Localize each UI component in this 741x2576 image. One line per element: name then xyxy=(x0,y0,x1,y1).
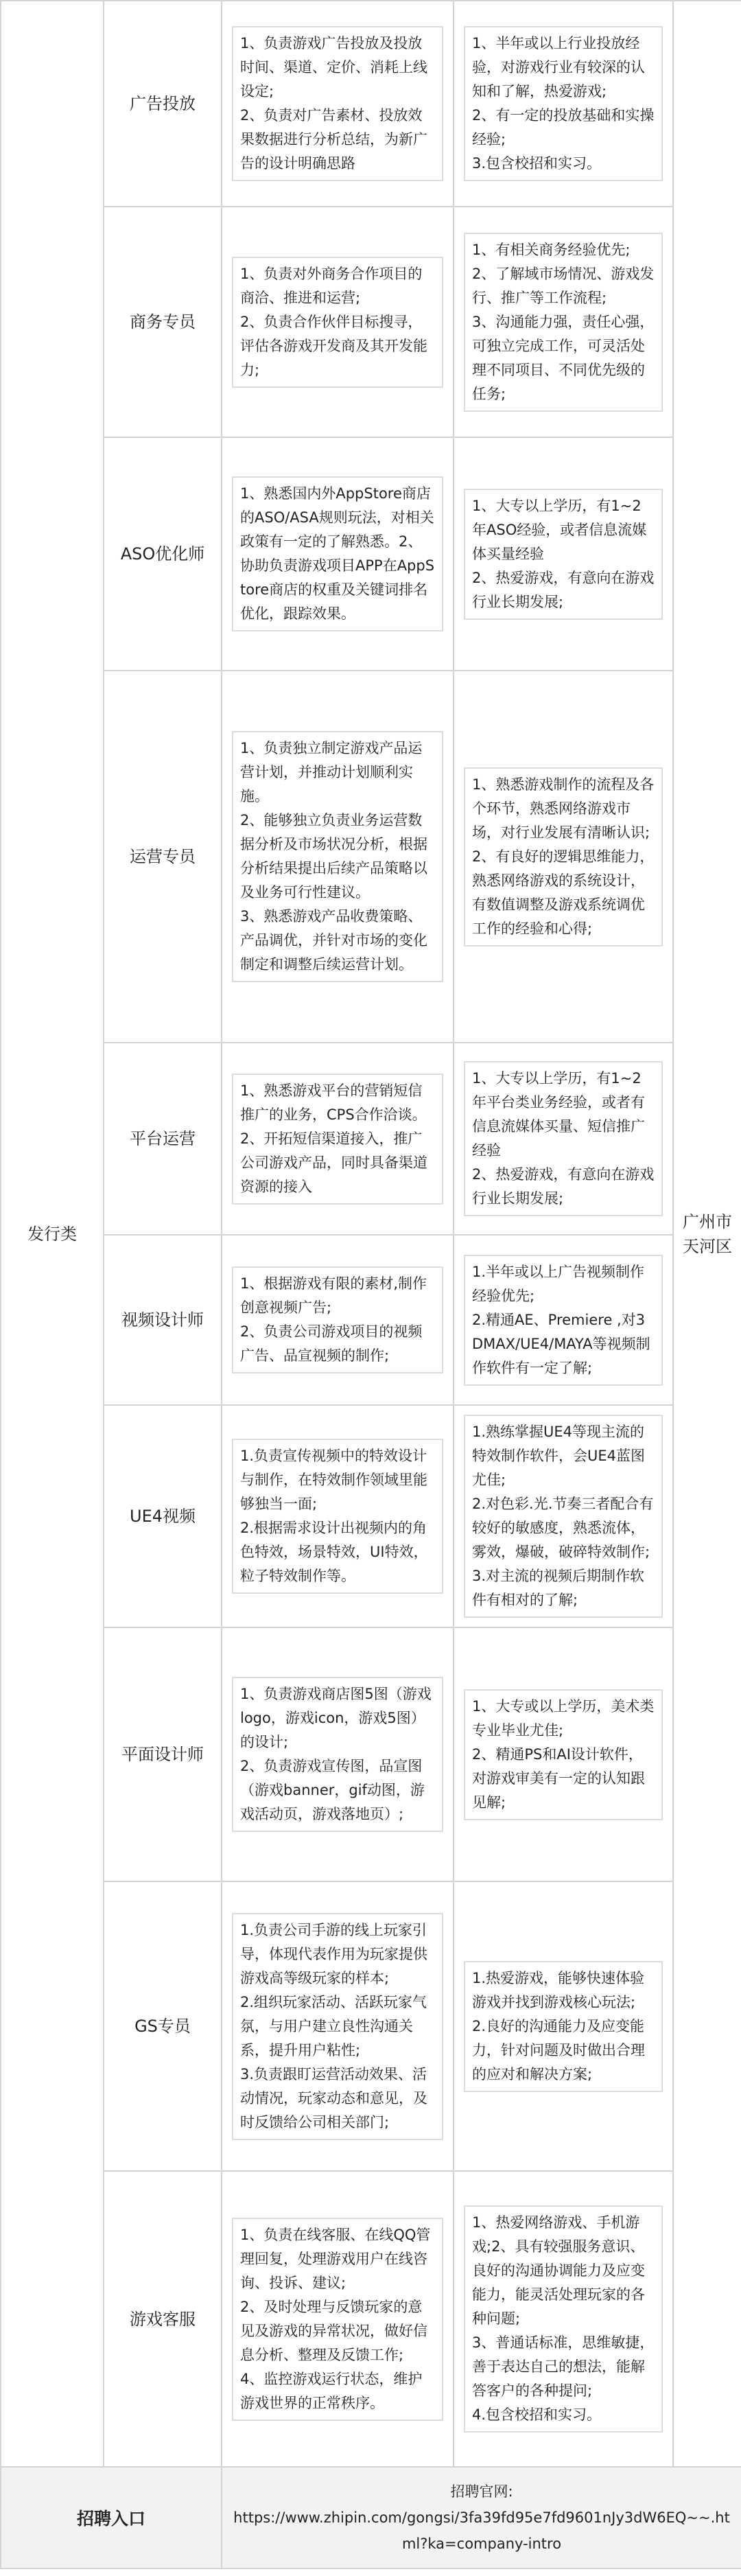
requirements-box: 1、半年或以上行业投放经验，对游戏行业有较深的认知和了解，热爱游戏; 2、有一定的投放基础和实操经验; 3.包含校招和实习。 xyxy=(464,26,663,181)
job-row xyxy=(1,1627,741,1881)
job-requirements xyxy=(454,1881,673,2171)
requirements-box: 1、热爱网络游戏、手机游戏;2、具有较强服务意识、良好的沟通协调能力及应变能力，能灵活处理玩家的各种问题; 3、普通话标准，思维敏捷，善于表达自己的想法，能解答客户的各种提问; 4.包含校招和实习。 xyxy=(464,2205,663,2433)
requirements-box: 1、有相关商务经验优先; 2、了解域市场情况、游戏发行、推广等工作流程; 3、沟通能力强，责任心强，可独立完成工作，可灵活处理不同项目、不同优先级的任务; xyxy=(464,233,663,412)
duties-box: 1、根据游戏有限的素材,制作创意视频广告; 2、负责公司游戏项目的视频广告、品宣视频的制作; xyxy=(232,1266,443,1373)
job-requirements xyxy=(454,2171,673,2467)
job-requirements xyxy=(454,1405,673,1627)
requirements-box: 1、大专或以上学历，美术类专业毕业尤佳; 2、精通PS和AI设计软件，对游戏审美有一定的认知跟见解; xyxy=(464,1689,663,1820)
duties-box: 1、负责独立制定游戏产品运营计划，并推动计划顺利实施。 2、能够独立负责业务运营数据分析及市场状况分析，根据分析结果提出后续产品策略以及业务可行性建议。 3、熟悉游戏产品收费策略、产品调优，并针对市场的变化制定和调整后续运营计划。 xyxy=(232,731,443,982)
job-row xyxy=(1,1043,741,1235)
job-title: 广告投放 xyxy=(104,1,222,207)
job-duties xyxy=(222,1235,454,1405)
requirements-box: 1.热爱游戏，能够快速体验游戏并找到游戏核心玩法; 2.良好的沟通能力及应变能力，针对问题及时做出合理的应对和解决方案; xyxy=(464,1961,663,2092)
job-row xyxy=(1,437,741,671)
job-duties xyxy=(222,1627,454,1881)
job-requirements xyxy=(454,671,673,1043)
job-requirements xyxy=(454,207,673,437)
job-row xyxy=(1,2171,741,2467)
job-row xyxy=(1,207,741,437)
job-row xyxy=(1,1881,741,2171)
job-duties xyxy=(222,1043,454,1235)
duties-box: 1、负责对外商务合作项目的商洽、推进和运营; 2、负责合作伙伴目标搜寻，评估各游戏开发商及其开发能力; xyxy=(232,257,443,388)
duties-box: 1、负责在线客服、在线QQ管理回复，处理游戏用户在线咨询、投诉、建议; 2、及时处理与反馈玩家的意见及游戏的异常状况，做好信息分析、整理及反馈工作; 4、监控游戏运行状态，维护游戏世界的正常秩序。 xyxy=(232,2218,443,2421)
job-requirements xyxy=(454,1235,673,1405)
job-title: UE4视频 xyxy=(104,1405,222,1627)
requirements-box: 1、熟悉游戏制作的流程及各个环节，熟悉网络游戏市场，对行业发展有清晰认识; 2、有良好的逻辑思维能力，熟悉网络游戏的系统设计，有数值调整及游戏系统调优工作的经验和心得; xyxy=(464,767,663,947)
job-requirements xyxy=(454,1,673,207)
job-duties xyxy=(222,1405,454,1627)
job-title: 游戏客服 xyxy=(104,2171,222,2467)
job-title: GS专员 xyxy=(104,1881,222,2171)
job-title: 平面设计师 xyxy=(104,1627,222,1881)
category-cell: 发行类 xyxy=(1,1,104,2467)
job-title: ASO优化师 xyxy=(104,437,222,671)
job-title: 平台运营 xyxy=(104,1043,222,1235)
recruitment-heading: 招聘官网: xyxy=(450,2483,513,2500)
job-duties xyxy=(222,1,454,207)
requirements-box: 1、大专以上学历，有1~2年ASO经验，或者信息流媒体买量经验 2、热爱游戏，有意向在游戏行业长期发展; xyxy=(464,489,663,620)
duties-box: 1、熟悉国内外AppStore商店的ASO/ASA规则玩法，对相关政策有一定的了解熟悉。2、协助负责游戏项目APP在AppStore商店的权重及关键词排名优化，跟踪效果。 xyxy=(232,476,443,631)
recruitment-url-link[interactable]: https://www.zhipin.com/gongsi/3fa39fd95e7fd9601nJy3dW6EQ~~.html?ka=company-intro xyxy=(233,2509,730,2552)
recruitment-entry-label: 招聘入口 xyxy=(1,2467,222,2568)
duties-box: 1.负责公司手游的线上玩家引导，体现代表作用为玩家提供游戏高等级玩家的样本; 2.组织玩家活动、活跃玩家气氛，与用户建立良性沟通关系，提升用户粘性; 3.负责跟盯运营活动效果、活动情况，玩家动态和意见，及时反馈给公司相关部门; xyxy=(232,1913,443,2140)
job-title: 运营专员 xyxy=(104,671,222,1043)
location-cell: 广州市天河区 xyxy=(673,1,741,2467)
requirements-box: 1.熟练掌握UE4等现主流的特效制作软件，会UE4蓝图尤佳; 2.对色彩.光.节奏三者配合有较好的敏感度，熟悉流体，雾效，爆破，破碎特效制作; 3.对主流的视频后期制作软件有相对的了解; xyxy=(464,1415,663,1618)
duties-box: 1、负责游戏商店图5图（游戏logo，游戏icon，游戏5图）的设计; 2、负责游戏宣传图，品宣图（游戏banner，gif动图，游戏活动页，游戏落地页）; xyxy=(232,1677,443,1832)
job-row xyxy=(1,671,741,1043)
job-title: 商务专员 xyxy=(104,207,222,437)
job-duties xyxy=(222,2171,454,2467)
job-duties xyxy=(222,207,454,437)
job-title: 视频设计师 xyxy=(104,1235,222,1405)
duties-box: 1、熟悉游戏平台的营销短信推广的业务，CPS合作洽谈。 2、开拓短信渠道接入，推广公司游戏产品，同时具备渠道资源的接入 xyxy=(232,1074,443,1205)
job-duties xyxy=(222,671,454,1043)
recruitment-entry-row xyxy=(1,2467,741,2568)
job-row xyxy=(1,1405,741,1627)
job-row xyxy=(1,1235,741,1405)
duties-box: 1.负责宣传视频中的特效设计与制作，在特效制作领域里能够独当一面; 2.根据需求设计出视频内的角色特效，场景特效，UI特效，粒子特效制作等。 xyxy=(232,1439,443,1594)
requirements-box: 1.半年或以上广告视频制作经验优先; 2.精通AE、Premiere ,对3DMAX/UE4/MAYA等视频制作软件有一定了解; xyxy=(464,1255,663,1386)
duties-box: 1、负责游戏广告投放及投放时间、渠道、定价、消耗上线设定; 2、负责对广告素材、投放效果数据进行分析总结，为新广告的设计明确思路 xyxy=(232,26,443,181)
job-requirements xyxy=(454,437,673,671)
job-requirements xyxy=(454,1043,673,1235)
job-duties xyxy=(222,1881,454,2171)
requirements-box: 1、大专以上学历，有1~2年平台类业务经验，或者有信息流媒体买量、短信推广经验 2、热爱游戏，有意向在游戏行业长期发展; xyxy=(464,1061,663,1216)
job-requirements xyxy=(454,1627,673,1881)
job-duties xyxy=(222,437,454,671)
job-row xyxy=(1,1,741,207)
recruitment-entry-content xyxy=(222,2467,741,2568)
